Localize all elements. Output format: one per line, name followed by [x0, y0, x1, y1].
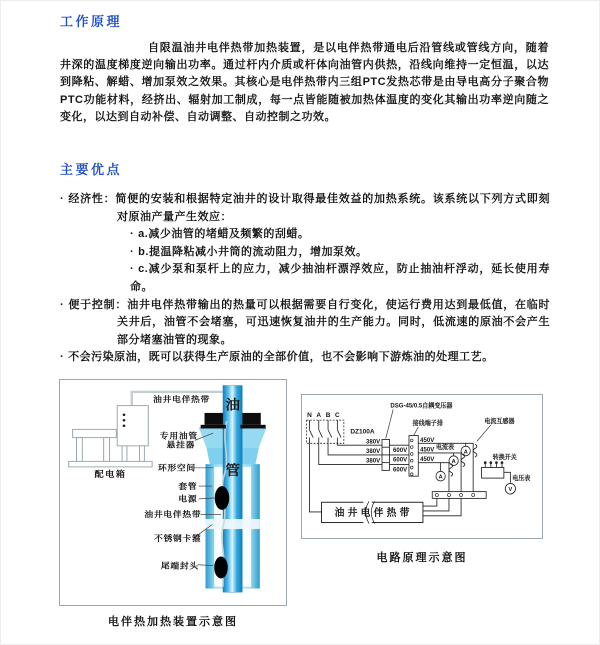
label-tubing-hanger-line1: 专用油管 — [159, 430, 198, 441]
voltage-380-2: 380V — [366, 447, 381, 456]
cabinet-leg — [122, 446, 127, 462]
label-ammeter: 电流表 — [435, 444, 455, 452]
advantages-list — [60, 191, 550, 367]
selector-switch-pins — [484, 462, 503, 468]
indicator-dot — [123, 419, 126, 422]
label-annular-space: 环形空间 — [157, 462, 196, 473]
heating-device-drawing — [60, 380, 286, 605]
section-heading-advantages: 主要优点 — [60, 162, 123, 177]
endcap-bulge — [214, 557, 228, 579]
principle-paragraph: 自限温油井电伴热带加热装置，是以电伴热带通电后沿管线或管线方向，随着井深的温度梯度逆向输出功率。通过杆内介质或杆体向油管内供热，沿线向维持一定恒温，以达到降粘、解蜡、增加泵效之效果。其核心是电伴热带内三组PTC发热芯带是由导电高分子聚合物PTC功能材料，经挤出、辐射加工制成，每一点皆能随被加热体温度的变化其输出功率逆向随之变化，以达到自动补偿、自动调整、自动控制之功效。 — [60, 42, 549, 123]
figure-caption-right: 电路原理示意图 — [376, 552, 468, 564]
flange-left — [205, 413, 223, 425]
advantage-item-nopollution — [60, 349, 550, 367]
phase-label-a: A — [316, 412, 322, 420]
bullet-dot: · — [130, 228, 135, 241]
advantage-item-economy — [60, 191, 550, 226]
flange-plate-right — [240, 425, 265, 429]
label-steel-clamp: 不锈钢卡箍 — [154, 533, 202, 543]
bullet-dot: · — [60, 351, 65, 364]
label-tubing-hanger-line2: 悬挂器 — [166, 439, 196, 450]
pipe-char-guan: 管 — [225, 462, 240, 479]
pipe-char-oil: 油 — [225, 396, 240, 413]
figure-caption-left: 电伴热加热装置示意图 — [108, 616, 238, 628]
advantage-subitem-a — [60, 226, 550, 244]
label-end-cap: 尾端封头 — [160, 560, 199, 571]
advantage-subitem-b — [60, 244, 550, 262]
ammeter-letter: A — [451, 459, 456, 466]
bench-top — [73, 429, 117, 437]
voltage-600-2: 600V — [393, 456, 408, 464]
terminal-strip — [409, 436, 418, 477]
advantage-subitem-c — [60, 261, 550, 296]
figure-heating-device — [59, 379, 287, 606]
label-breaker: DZ100A — [350, 428, 375, 436]
voltage-380-1: 380V — [366, 438, 381, 446]
voltage-450-1: 450V — [420, 436, 435, 444]
advantage-text: c.减少泵和泵杆上的应力，减少抽油杆漂浮效应，防止抽油杆浮动，延长使用寿命。 — [130, 263, 550, 293]
advantage-text: 简便的安装和根据特定油井的设计取得最佳效益的加热系统。该系统以下列方式即刻对原油产量产生效应： — [115, 193, 551, 223]
breaker-switch-blades — [309, 420, 341, 443]
indicator-dot — [123, 424, 126, 427]
indicator-dot — [123, 413, 126, 416]
label-power: 电源 — [178, 493, 198, 504]
base-slab — [69, 461, 152, 466]
section-heading-principle: 工作原理 — [60, 14, 123, 29]
advantage-label: 便于控制： — [68, 298, 128, 311]
bullet-dot: · — [130, 263, 135, 276]
band-box-wires — [423, 498, 461, 515]
clamp-band — [205, 519, 259, 529]
label-heat-tracing-band: 油井电伴热带 — [144, 509, 202, 520]
bullet-dot: · — [130, 245, 135, 258]
advantage-text: a.减少油管的堵蜡及频繁的刮蜡。 — [138, 228, 310, 241]
label-selector-switch: 转换开关 — [492, 453, 517, 461]
advantage-text: 不会污染原油，既可以获得生产原油的全部价值，也不会影响下游炼油的处理工艺。 — [68, 351, 494, 364]
bullet-dot: · — [60, 193, 65, 205]
flange-right — [242, 413, 260, 425]
bench-leg — [76, 438, 82, 462]
control-cabinet — [117, 406, 148, 446]
voltage-380-3: 380V — [366, 457, 381, 465]
label-casing: 套管 — [178, 481, 198, 491]
circuit-drawing — [302, 395, 542, 538]
selector-switch-symbol — [482, 467, 504, 478]
voltage-450-3: 450V — [420, 456, 435, 464]
leader-line — [386, 409, 393, 438]
band-box-label: 油井电伴热带 — [334, 507, 413, 519]
phase-label-c: C — [334, 412, 340, 420]
label-heat-tracing-cable: 油井电伴热带 — [153, 394, 211, 404]
pump-bulge — [215, 486, 230, 510]
bus-bar — [432, 492, 486, 499]
advantage-item-control — [60, 297, 550, 350]
cabinet-leg — [140, 446, 145, 462]
leader-line — [414, 427, 419, 436]
label-distribution-box: 配电箱 — [94, 469, 127, 479]
voltmeter-letter: V — [508, 487, 513, 494]
label-terminal-strip: 接线端子排 — [412, 419, 443, 427]
ammeter-letter: A — [463, 449, 468, 456]
label-transformer: DSG-45/0.5自耦变压器 — [390, 402, 453, 410]
advantage-text: b.提温降粘减小井筒的流动阻力，增加泵效。 — [138, 245, 368, 258]
leader-line — [477, 425, 491, 441]
voltage-450-2: 450V — [420, 446, 435, 454]
voltmeter-wire — [504, 472, 511, 483]
advantage-label: 经济性： — [68, 193, 116, 205]
phase-label-n: N — [307, 412, 312, 420]
phase-label-b: B — [325, 412, 331, 420]
figure-circuit — [301, 394, 543, 539]
voltage-600-1: 600V — [393, 446, 408, 455]
flange-plate-left — [201, 425, 226, 429]
bullet-dot: · — [60, 298, 65, 311]
advantage-text: 油井电伴热带输出的热量可以根据需要自行变化，使运行费用达到最低值，在临时关井后，油管不会堵塞，可迅速恢复油井的生产能力。同时，低流速的原油不会产生部分堵塞油管的现象。 — [117, 298, 551, 346]
ammeter-letter: A — [438, 474, 443, 481]
bench-leg — [104, 438, 110, 462]
voltage-600-3: 600V — [393, 466, 408, 474]
label-voltmeter: 电压表 — [512, 474, 531, 483]
label-current-transformer: 电流互感器 — [484, 417, 515, 426]
